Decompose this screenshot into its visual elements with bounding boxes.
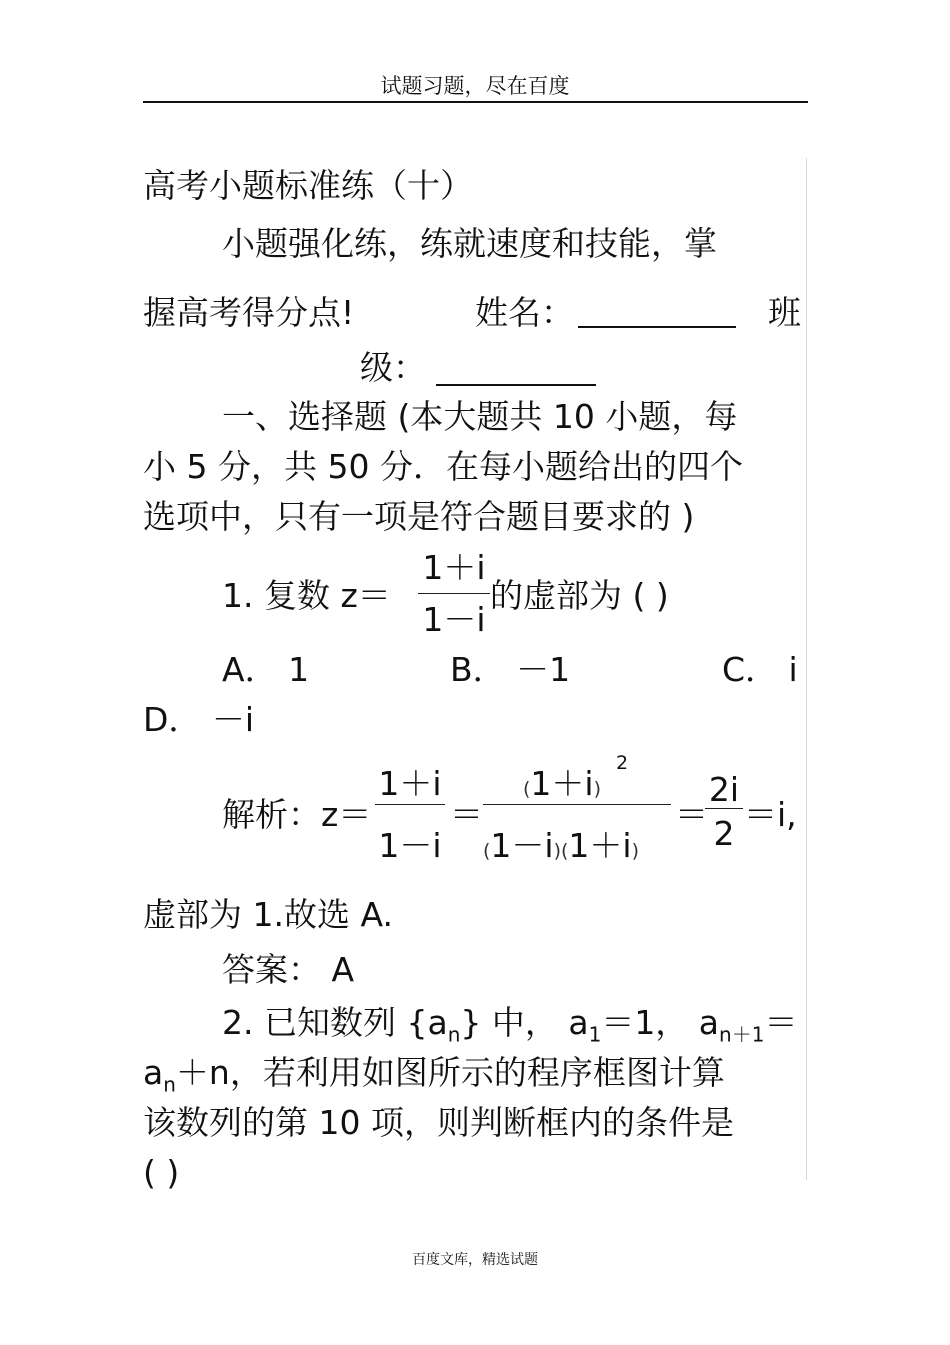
intro-line-2: 握高考得分点! <box>143 293 355 332</box>
name-blank[interactable] <box>578 292 736 328</box>
analysis-f1-numerator: 1＋i <box>378 764 442 803</box>
q2-l1-text-c: ＝1， a <box>601 1003 720 1042</box>
intro-line-1: 小题强化练，练就速度和技能，掌 <box>222 224 717 263</box>
fraction-bar <box>705 808 743 809</box>
q1-option-a: A． 1 <box>222 650 310 689</box>
analysis-f2-denominator <box>483 826 639 866</box>
analysis-f3-denominator: 2 <box>713 814 735 853</box>
q2-l1-text-d: ＝ <box>764 1003 798 1042</box>
subscript: n <box>163 1072 176 1097</box>
q2-line-3: 该数列的第 10 项，则判断框内的条件是 <box>143 1103 734 1142</box>
analysis-equals-2: ＝ <box>675 795 708 834</box>
analysis-f3-numerator: 2i <box>708 770 740 809</box>
q1-fraction-denominator: 1－i <box>422 600 486 639</box>
analysis-label: 解析：z＝ <box>222 795 372 834</box>
q1-fraction <box>418 548 490 640</box>
f2-num-base: 1＋i <box>530 764 594 803</box>
class-label-part1: 班 <box>768 293 801 332</box>
analysis-line-2: 虚部为 1.故选 A. <box>143 895 393 934</box>
section-line-3: 选项中，只有一项是符合题目要求的 ) <box>143 497 695 536</box>
subscript: 1 <box>588 1022 602 1047</box>
paren: ) <box>631 840 640 862</box>
analysis-f1-denominator: 1－i <box>378 826 442 865</box>
fraction-bar <box>375 804 445 805</box>
subscript: n <box>447 1022 461 1047</box>
q2-l2-text-a: a <box>143 1053 164 1092</box>
q1-fraction-numerator: 1＋i <box>422 548 486 587</box>
q1-stem-suffix: 的虚部为 ( ) <box>490 576 669 615</box>
analysis-fraction-1 <box>375 764 445 865</box>
section-line-2: 小 5 分，共 50 分．在每小题给出的四个 <box>143 447 743 486</box>
q2-line-1 <box>222 1003 797 1055</box>
analysis-tail: ＝i, <box>744 795 797 834</box>
q2-line-4: ( ) <box>143 1153 180 1192</box>
q1-stem-prefix: 1. 复数 z＝ <box>222 576 391 615</box>
subscript: n＋1 <box>719 1022 765 1047</box>
analysis-f2-exponent: 2 <box>616 752 629 774</box>
q2-line-2 <box>143 1053 725 1105</box>
right-margin-line <box>806 158 807 1180</box>
f2-den-term-1: 1－i <box>490 826 554 865</box>
paren: ( <box>483 840 491 862</box>
fraction-bar <box>483 804 671 805</box>
analysis-fraction-2 <box>483 752 671 865</box>
section-line-1: 一、选择题 (本大题共 10 小题，每 <box>222 397 738 436</box>
analysis-fraction-3 <box>705 770 743 858</box>
q1-option-c: C． i <box>722 650 798 689</box>
paren: ) <box>593 778 602 800</box>
name-label: 姓名： <box>475 293 574 332</box>
q2-l1-text-a: 2. 已知数列 {a <box>222 1003 448 1042</box>
f2-den-term-2: 1＋i <box>568 826 632 865</box>
header-rule <box>143 101 808 103</box>
page-footer: 百度文库，精选试题 <box>412 1252 538 1268</box>
page-title: 高考小题标准练（十） <box>143 166 473 205</box>
paren: ( <box>523 778 531 800</box>
page-header: 试题习题，尽在百度 <box>380 74 570 98</box>
class-label-part2: 级： <box>360 348 426 387</box>
q1-answer: 答案： A <box>222 950 355 989</box>
class-blank[interactable] <box>436 348 596 386</box>
q1-option-b: B． －1 <box>450 650 571 689</box>
fraction-bar <box>418 593 490 594</box>
paren: )( <box>553 840 569 862</box>
q1-option-d: D． －i <box>143 700 255 739</box>
analysis-f2-numerator <box>523 764 601 804</box>
q2-l1-text-b: } 中， a <box>460 1003 589 1042</box>
q2-l2-text-b: ＋n，若利用如图所示的程序框图计算 <box>175 1053 725 1092</box>
analysis-equals-1: ＝ <box>450 795 483 834</box>
